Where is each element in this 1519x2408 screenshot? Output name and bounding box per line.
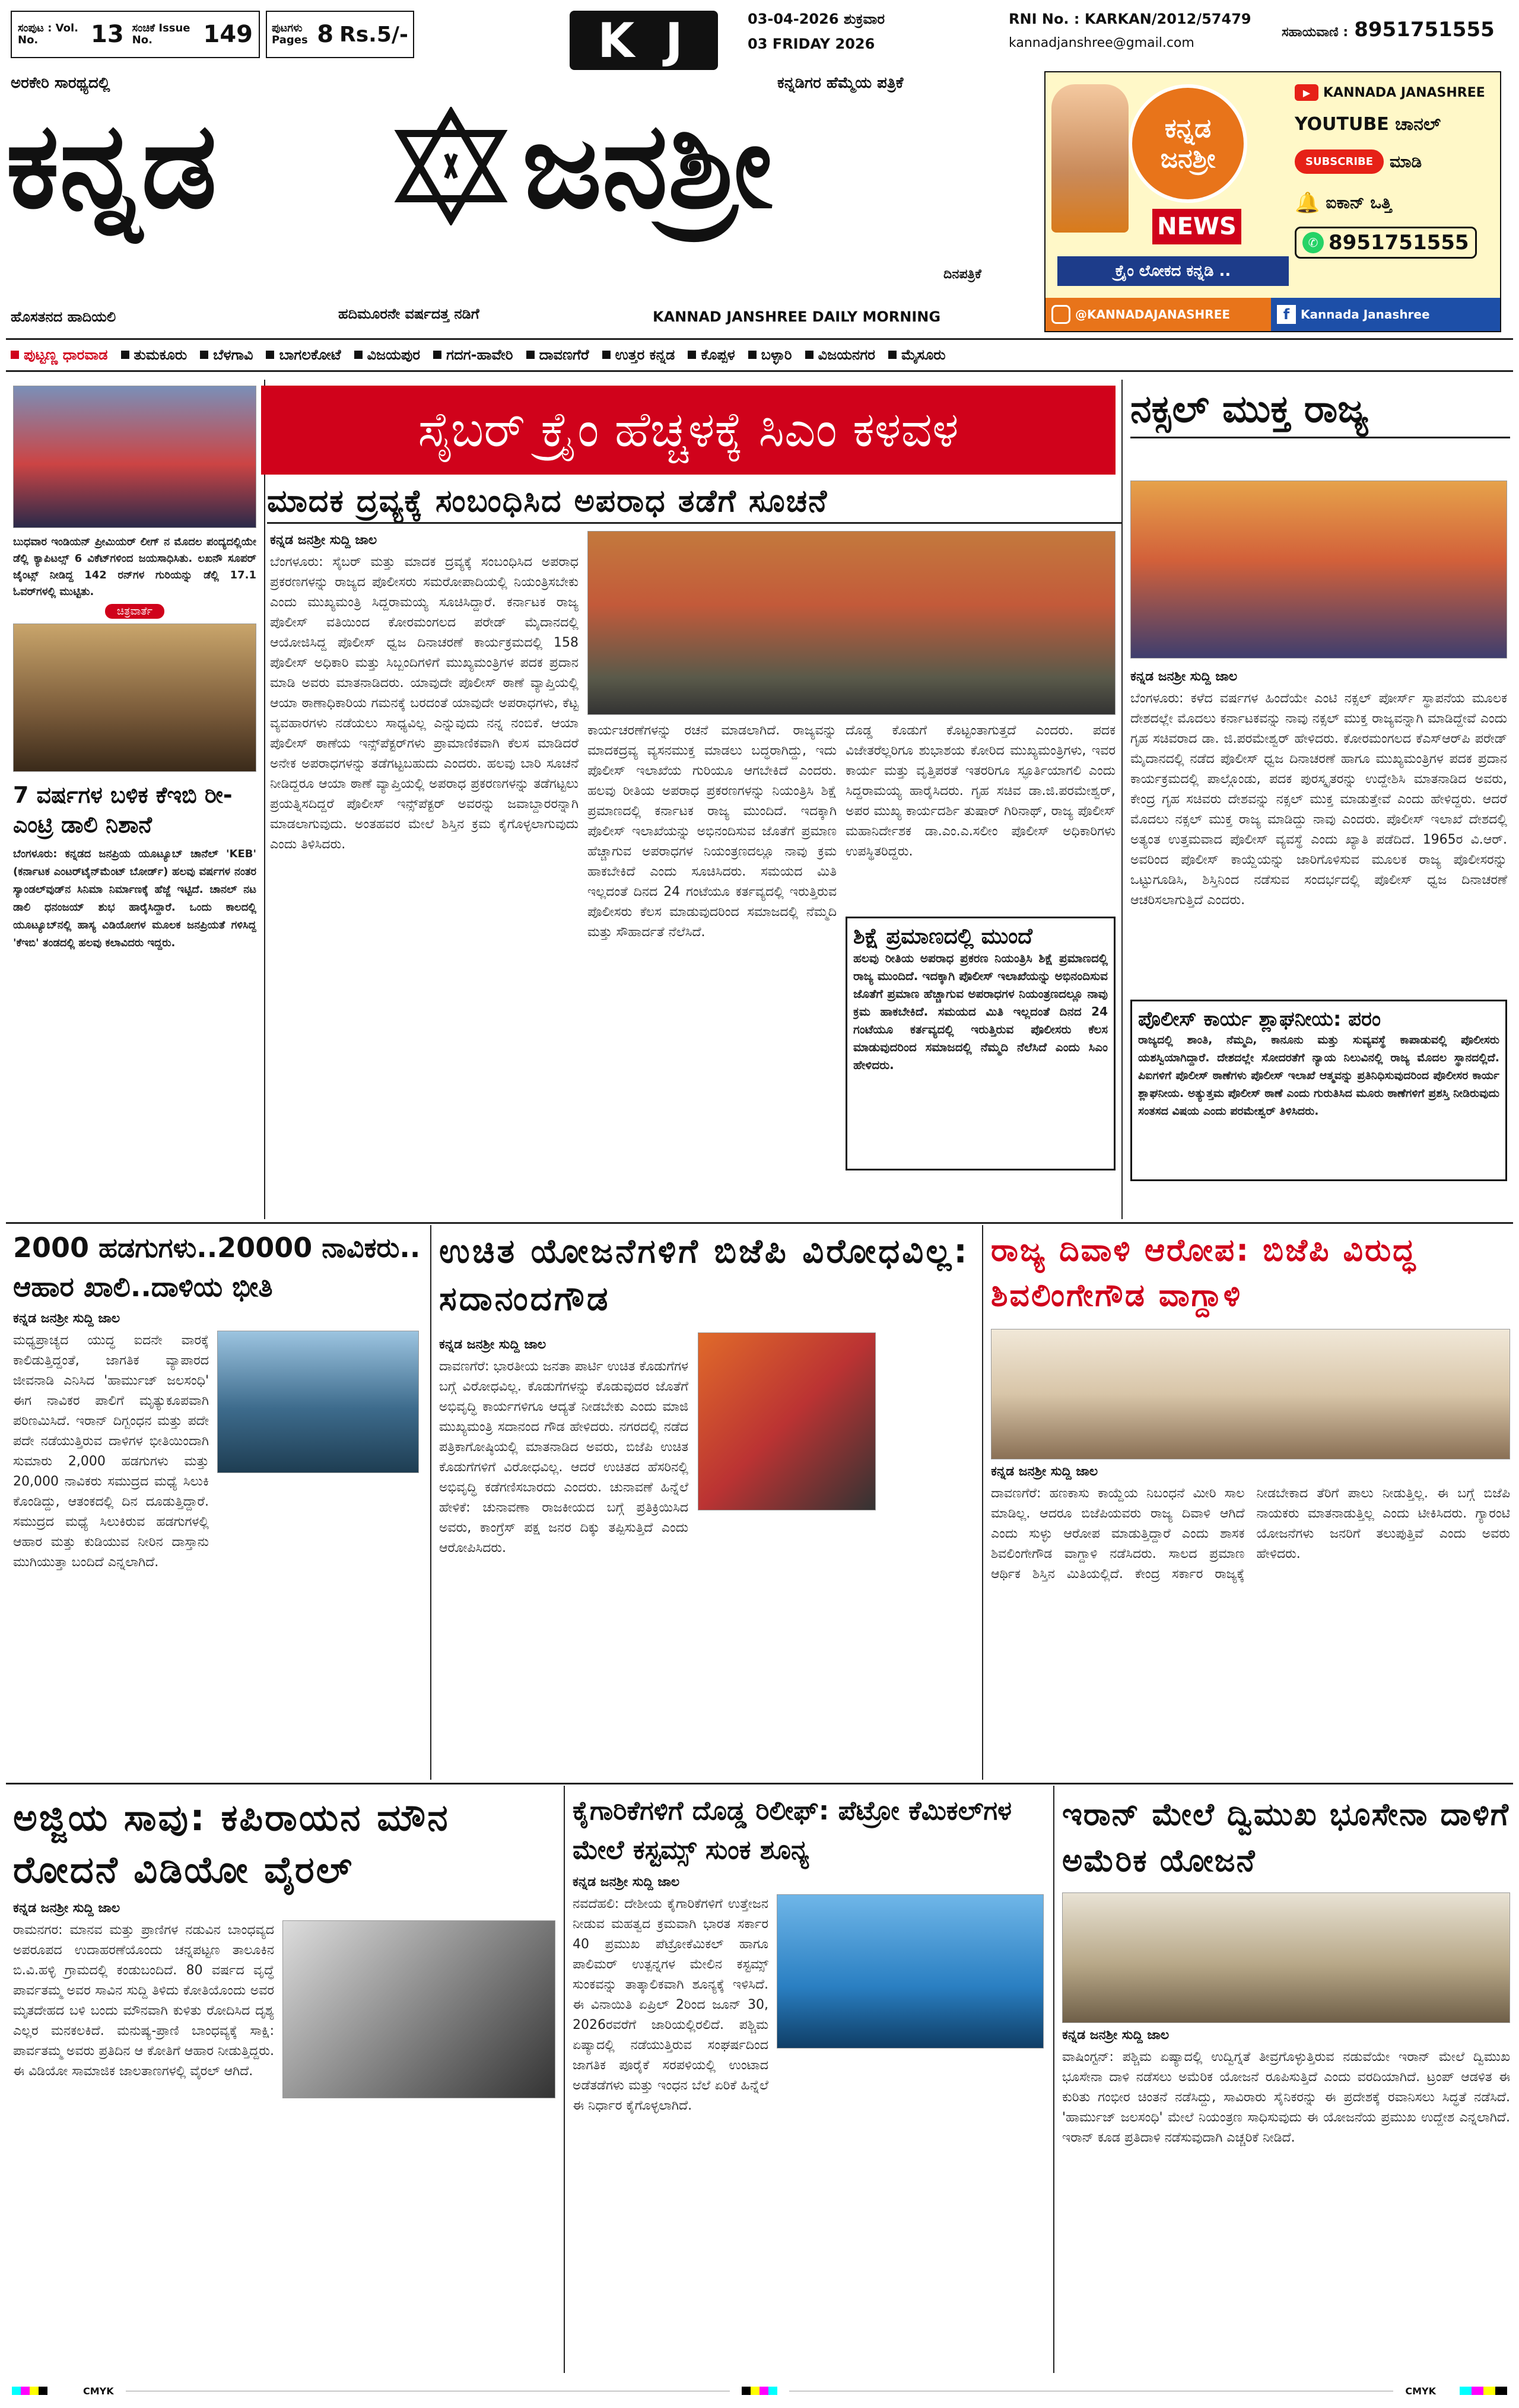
naxal-body: ಬೆಂಗಳೂರು: ಕಳೆದ ವರ್ಷಗಳ ಹಿಂದೆಯೇ ಎಂಟಿ ನಕ್ಸಲ್ ಪೋರ್ಸ್ ಸ್ಥಾಪನೆಯ ಮೂಲಕ ದೇಶದಲ್ಲೇ ಮೊದಲು ಕರ್ನಾಟಕವನ್ನು ನಾವು ನಕ್ಸಲ್ ಮುಕ್ತ ರಾಜ್ಯವನ್ನಾಗಿ ಮಾಡಿದ್ದೇವೆ ಎಂದು ಗೃಹ ಸಚಿವರಾದ ಡಾ. ಜಿ.ಪರಮೇಶ್ವರ್ ಹೇಳಿದರು. ಕೋರಮಂಗಲದ ಕೆಎಸ್‌ಆರ್‌ಪಿ ಪರೇಡ್ ಮೈದಾನದಲ್ಲಿ ನಡೆದ ಪೊಲೀಸ್ ಧ್ವಜ ದಿನಾಚರಣೆ ಹಾಗೂ ಮುಖ್ಯಮಂತ್ರಿಗಳ ಪದಕ ಪ್ರದಾನ ಕಾರ್ಯಕ್ರಮದಲ್ಲಿ ಪಾಲ್ಗೊಂಡು, ಪದಕ ಪುರಸ್ಕೃತರನ್ನು ಉದ್ದೇಶಿಸಿ ಮಾತನಾಡಿದ ಅವರು, ಕೇಂದ್ರ ಗೃಹ ಸಚಿವರು ದೇಶವನ್ನು ನಕ್ಸಲ್ ಮುಕ್ತ ಮಾಡುತ್ತೇವೆ ಎಂದು ಹೇಳಿದ್ದರು. ಆದರೆ ಮೊದಲು ನಕ್ಸಲ್ ಮುಕ್ತ ರಾಜ್ಯ ಮಾಡಿದ್ದು ನಾವು ಎಂದರು. ಪೊಲೀಸ್ ಇಲಾಖೆ ದೇಶದಲ್ಲಿ ಅತ್ಯಂತ ಉತ್ತಮವಾದ ಪೊಲೀಸ್ ವ್ಯವಸ್ಥೆ ಎಂದು ಖ್ಯಾತಿ ಪಡೆದಿದೆ. 1965ರ ವಿ.ಆರ್. ಅವರಿಂದ ಪೊಲೀಸ್ ಕಾಯ್ದೆಯನ್ನು ಜಾರಿಗೊಳಿಸುವ ಮೂಲಕ ರಾಜ್ಯ ಪೊಲೀಸರನ್ನು ಒಟ್ಟುಗೂಡಿಸಿ, ಶಿಸ್ತಿನಿಂದ ನಡೆಸುವ ಸಂದರ್ಭದಲ್ಲಿ ಪೊಲೀಸ್ ಧ್ವಜ ದಿನಾಚರಣೆ ಆಚರಿಸಲಾಗುತ್ತಿದೆ ಎಂದರು.	[1130, 691, 1507, 908]
conviction-box-text: ಹಲವು ರೀತಿಯ ಅಪರಾಧ ಪ್ರಕರಣ ನಿಯಂತ್ರಿಸಿ ಶಿಕ್ಷೆ ಪ್ರಮಾಣದಲ್ಲಿ ರಾಜ್ಯ ಮುಂದಿದೆ. ಇದಕ್ಕಾಗಿ ಪೊಲೀಸ್ ಇಲಾಖೆಯನ್ನು ಅಭಿನಂದಿಸುವ ಜೊತೆಗೆ ಪ್ರಮಾಣ ಹೆಚ್ಚಾಗುವ ಅಪರಾಧಗಳ ನಿಯಂತ್ರಣದಲ್ಲೂ ನಾವು ಕ್ರಮ ಹಾಕಬೇಕಿದೆ. ಸಮಯದ ಮಿತಿ ಇಲ್ಲದಂತೆ ದಿನದ 24 ಗಂಟೆಯೂ ಕರ್ತವ್ಯದಲ್ಲಿ ಇರುತ್ತಿರುವ ಪೊಲೀಸರು ಕೆಲಸ ಮಾಡುವುದರಿಂದ ಸಮಾಜದಲ್ಲಿ ನೆಮ್ಮದಿ ನೆಲೆಸಿದೆ ಎಂದು ಸಿಎಂ ಹೇಳಿದರು.	[853, 951, 1108, 1072]
nav-item-11[interactable]: ವಿಜಯನಗರ	[805, 346, 875, 363]
customs-body: ನವದೆಹಲಿ: ದೇಶೀಯ ಕೈಗಾರಿಕೆಗಳಿಗೆ ಉತ್ತೇಜನ ನೀಡುವ ಮಹತ್ವದ ಕ್ರಮವಾಗಿ ಭಾರತ ಸರ್ಕಾರ 40 ಪ್ರಮುಖ ಪೆಟ್ರೋಕೆಮಿಕಲ್ ಹಾಗೂ ಪಾಲಿಮರ್ ಉತ್ಪನ್ನಗಳ ಮೇಲಿನ ಕಸ್ಟಮ್ಸ್ ಸುಂಕವನ್ನು ತಾತ್ಕಾಲಿಕವಾಗಿ ಶೂನ್ಯಕ್ಕೆ ಇಳಿಸಿದೆ. ಈ ವಿನಾಯಿತಿ ಏಪ್ರಿಲ್ 2ರಿಂದ ಜೂನ್ 30, 2026ರವರೆಗೆ ಜಾರಿಯಲ್ಲಿರಲಿದೆ. ಪಶ್ಚಿಮ ಏಷ್ಯಾದಲ್ಲಿ ನಡೆಯುತ್ತಿರುವ ಸಂಘರ್ಷದಿಂದ ಜಾಗತಿಕ ಪೂರೈಕೆ ಸರಪಳಿಯಲ್ಲಿ ಉಂಟಾದ ಅಡೆತಡೆಗಳು ಮತ್ತು ಇಂಧನ ಬೆಲೆ ಏರಿಕೆ ಹಿನ್ನೆಲೆ ಈ ನಿರ್ಧಾರ ಕೈಗೊಳ್ಳಲಾಗಿದೆ.	[573, 1897, 768, 2113]
hormuz-photo	[217, 1331, 419, 1473]
lead-col-2	[587, 721, 837, 1184]
date-kannada: 03-04-2026 ಶುಕ್ರವಾರ	[748, 11, 885, 27]
facebook-icon: f	[1277, 305, 1296, 324]
ipl-photo	[13, 386, 256, 528]
naxal-headline: ನಕ್ಸಲ್ ಮುಕ್ತ ರಾಜ್ಯ	[1130, 386, 1510, 438]
district-nav	[11, 343, 1506, 367]
helpline	[1282, 18, 1495, 42]
rni-number: RNI No. : KARKAN/2012/57479	[1009, 11, 1251, 27]
diwali-body: ದಾವಣಗೆರೆ: ಹಣಕಾಸು ಕಾಯ್ದೆಯ ನಿಬಂಧನೆ ಮೀರಿ ಸಾಲ ಮಾಡಿಲ್ಲ. ಆದರೂ ಬಿಜೆಪಿಯವರು ರಾಜ್ಯ ದಿವಾಳಿ ಆಗಿದೆ ಎಂದು ಸುಳ್ಳು ಆರೋಪ ಮಾಡುತ್ತಿದ್ದಾರೆ ಎಂದು ಶಾಸಕ ಶಿವಲಿಂಗೇಗೌಡ ವಾಗ್ದಾಳಿ ನಡೆಸಿದರು. ಸಾಲದ ಪ್ರಮಾಣ ಆರ್ಥಿಕ ಶಿಸ್ತಿನ ಮಿತಿಯಲ್ಲಿದೆ. ಕೇಂದ್ರ ಸರ್ಕಾರ ರಾಜ್ಯಕ್ಕೆ ನೀಡಬೇಕಾದ ತೆರಿಗೆ ಪಾಲು ನೀಡುತ್ತಿಲ್ಲ. ಈ ಬಗ್ಗೆ ಬಿಜೆಪಿ ನಾಯಕರು ಮಾತನಾಡುತ್ತಿಲ್ಲ ಎಂದು ಟೀಕಿಸಿದರು. ಗ್ಯಾರಂಟಿ ಯೋಜನೆಗಳು ಜನರಿಗೆ ತಲುಪುತ್ತಿವೆ ಎಂದು ಅವರು ಹೇಳಿದರು.	[991, 1486, 1510, 1582]
vol-number: 13	[90, 21, 124, 48]
email: kannadjanshree@gmail.com	[1009, 36, 1194, 50]
facebook-handle-box[interactable]	[1271, 298, 1500, 331]
kj-logo: K J	[570, 11, 718, 70]
soldiers-photo	[1062, 1892, 1510, 2023]
channel-line1: ಕನ್ನಡ	[1164, 113, 1212, 144]
nav-item-3[interactable]: ಬೆಳಗಾವಿ	[200, 346, 253, 363]
subscribe-do: ಮಾಡಿ	[1390, 151, 1422, 171]
conviction-box	[846, 917, 1116, 1170]
star-emblem	[392, 107, 510, 225]
customs-story	[573, 1792, 1047, 2345]
instagram-handle-box[interactable]	[1045, 298, 1271, 331]
daily-label: ದಿನಪತ್ರಿಕೆ	[943, 267, 981, 282]
hormuz-body: ಮಧ್ಯಪ್ರಾಚ್ಯದ ಯುದ್ಧ ಐದನೇ ವಾರಕ್ಕೆ ಕಾಲಿಡುತ್ತಿದ್ದಂತೆ, ಜಾಗತಿಕ ವ್ಯಾಪಾರದ ಜೀವನಾಡಿ ಎನಿಸಿದ 'ಹಾರ್ಮುಜ್ ಜಲಸಂಧಿ' ಈಗ ನಾವಿಕರ ಪಾಲಿಗೆ ಮೃತ್ಯುಕೂಪವಾಗಿ ಪರಿಣಮಿಸಿದೆ. ಇರಾನ್ ದಿಗ್ಬಂಧನ ಮತ್ತು ಪದೇ ಪದೇ ನಡೆಯುತ್ತಿರುವ ದಾಳಿಗಳ ಭೀತಿಯಿಂದಾಗಿ ಸುಮಾರು 2,000 ಹಡಗುಗಳು ಮತ್ತು 20,000 ನಾವಿಕರು ಸಮುದ್ರದ ಮಧ್ಯೆ ಸಿಲುಕಿ ಕೊಂಡಿದ್ದು, ಆತಂಕದಲ್ಲಿ ದಿನ ದೂಡುತ್ತಿದ್ದಾರೆ. ಸಮುದ್ರದ ಮಧ್ಯೆ ಸಿಲುಕಿರುವ ಹಡಗುಗಳಲ್ಲಿ ಆಹಾರ ಮತ್ತು ಕುಡಿಯುವ ನೀರಿನ ದಾಸ್ತಾನು ಮುಗಿಯುತ್ತಾ ಬಂದಿದೆ ಎನ್ನಲಾಗಿದೆ.	[13, 1333, 209, 1570]
police-praise-box	[1130, 1000, 1507, 1181]
iran-body: ವಾಷಿಂಗ್ಟನ್: ಪಶ್ಚಿಮ ಏಷ್ಯಾದಲ್ಲಿ ಉದ್ವಿಗ್ನತೆ ತೀವ್ರಗೊಳ್ಳುತ್ತಿರುವ ನಡುವೆಯೇ ಇರಾನ್ ಮೇಲೆ ದ್ವಿಮುಖ ಭೂಸೇನಾ ದಾಳಿ ನಡೆಸಲು ಅಮೆರಿಕ ಯೋಜನೆ ರೂಪಿಸುತ್ತಿದೆ ಎಂದು ವರದಿಯಾಗಿದೆ. ಟ್ರಂಪ್ ಆಡಳಿತ ಈ ಕುರಿತು ಗಂಭೀರ ಚಿಂತನೆ ನಡೆಸಿದ್ದು, ಸಾವಿರಾರು ಸೈನಿಕರನ್ನು ಈ ಪ್ರದೇಶಕ್ಕೆ ರವಾನಿಸಲು ಸಿದ್ಧತೆ ನಡೆಸಿದೆ. 'ಹಾರ್ಮುಜ್ ಜಲಸಂಧಿ' ಮೇಲೆ ನಿಯಂತ್ರಣ ಸಾಧಿಸುವುದು ಈ ಯೋಜನೆಯ ಪ್ರಮುಖ ಉದ್ದೇಶ ಎನ್ನಲಾಗಿದೆ. ಇರಾನ್ ಕೂಡ ಪ್ರತಿದಾಳಿ ನಡೆಸುವುದಾಗಿ ಎಚ್ಚರಿಕೆ ನೀಡಿದೆ.	[1062, 2050, 1510, 2145]
keb-photo	[13, 624, 256, 772]
instagram-handle: @KANNADAJANASHREE	[1075, 307, 1231, 322]
diwali-byline: ಕನ್ನಡ ಜನಶ್ರೀ ಸುದ್ದಿ ಜಾಲ	[991, 1464, 1098, 1479]
title-janashree: ಜನಶ್ರೀ	[522, 97, 773, 235]
news-badge: NEWS	[1152, 209, 1241, 244]
diwali-photo	[991, 1329, 1510, 1459]
bell-text: ಐಕಾನ್ ಒತ್ತಿ	[1326, 193, 1392, 212]
grandma-headline: ಅಜ್ಜಿಯ ಸಾವು: ಕಪಿರಾಯನ ಮೌನ ರೋದನೆ ವಿಡಿಯೋ ವೈರಲ್	[13, 1796, 450, 1891]
nav-item-2[interactable]: ತುಮಕೂರು	[121, 346, 188, 363]
nav-item-7[interactable]: ದಾವಣಗೆರೆ	[526, 346, 589, 363]
keb-heading: 7 ವರ್ಷಗಳ ಬಳಿಕ ಕೆಇಬಿ ರೀ-ಎಂಟ್ರಿ ಡಾಲಿ ನಿಶಾನೆ	[13, 782, 233, 838]
print-registration-strip	[0, 2379, 1519, 2403]
yt-title-row	[1295, 84, 1485, 101]
rni-block	[1009, 11, 1270, 50]
anchor-photo	[1051, 84, 1129, 233]
nav-item-4[interactable]: ಬಾಗಲಕೋಟೆ	[266, 346, 341, 363]
instagram-icon	[1051, 305, 1070, 324]
sadananda-photo	[698, 1332, 876, 1510]
helpline-label: ಸಹಾಯವಾಣಿ :	[1282, 25, 1349, 40]
lead-byline: ಕನ್ನಡ ಜನಶ್ರೀ ಸುದ್ದಿ ಜಾಲ	[270, 533, 377, 548]
price: Rs.5/-	[339, 22, 408, 47]
date-block	[748, 11, 997, 52]
youtube-promo	[1044, 71, 1501, 332]
color-bar-mid	[742, 2387, 777, 2395]
yt-channel-line: YOUTUBE ಚಾನಲ್	[1295, 114, 1441, 135]
youtube-icon: ▶	[1295, 84, 1318, 101]
whatsapp-number: 8951751555	[1329, 231, 1469, 255]
pages-number: 8	[317, 21, 334, 48]
photo-news-badge: ಚಿತ್ರವಾರ್ತೆ	[105, 604, 164, 619]
bjp-byline: ಕನ್ನಡ ಜನಶ್ರೀ ಸುದ್ದಿ ಜಾಲ	[439, 1337, 546, 1352]
whatsapp-row	[1295, 227, 1477, 259]
issue-label: ಸಂಚಿಕೆ Issue No.	[132, 22, 190, 46]
grandma-story	[13, 1792, 559, 2389]
customs-headline: ಕೈಗಾರಿಕೆಗಳಿಗೆ ದೊಡ್ಡ ರಿಲೀಫ್: ಪೆಟ್ರೋ ಕೆಮಿಕಲ್‌ಗಳ ಮೇಲೆ ಕಸ್ಟಮ್ಸ್ ಸುಂಕ ಶೂನ್ಯ	[573, 1796, 1012, 1865]
nav-item-9[interactable]: ಕೊಪ್ಪಳ	[688, 346, 735, 363]
lead-col-3	[846, 721, 1116, 1170]
title-kannada: ಕನ್ನಡ	[6, 97, 217, 235]
grandma-body: ರಾಮನಗರ: ಮಾನವ ಮತ್ತು ಪ್ರಾಣಿಗಳ ನಡುವಿನ ಬಾಂಧವ್ಯದ ಅಪರೂಪದ ಉದಾಹರಣೆಯೊಂದು ಚನ್ನಪಟ್ಟಣ ತಾಲೂಕಿನ ಬಿ.ವಿ.ಹಳ್ಳಿ ಗ್ರಾಮದಲ್ಲಿ ಕಂಡುಬಂದಿದೆ. 80 ವರ್ಷದ ವೃದ್ಧೆ ಪಾರ್ವತಮ್ಮ ಅವರ ಸಾವಿನ ಸುದ್ದಿ ತಿಳಿದು ಕೋತಿಯೊಂದು ಅವರ ಮೃತದೇಹದ ಬಳಿ ಬಂದು ಮೌನವಾಗಿ ಕುಳಿತು ರೋದಿಸಿದ ದೃಶ್ಯ ಎಲ್ಲರ ಮನಕಲಕಿದೆ. ಮನುಷ್ಯ-ಪ್ರಾಣಿ ಬಾಂಧವ್ಯಕ್ಕೆ ಸಾಕ್ಷಿ: ಪಾರ್ವತಮ್ಮ ಅವರು ಪ್ರತಿದಿನ ಆ ಕೋತಿಗೆ ಆಹಾರ ನೀಡುತ್ತಿದ್ದರು. ಈ ವಿಡಿಯೋ ಸಾಮಾಜಿಕ ಜಾಲತಾಣಗಳಲ್ಲಿ ವೈರಲ್ ಆಗಿದೆ.	[13, 1923, 274, 2079]
grandma-photo	[282, 1920, 555, 2098]
bell-icon[interactable]: 🔔	[1295, 191, 1320, 215]
police-praise-title: ಪೊಲೀಸ್ ಕಾರ್ಯ ಶ್ಲಾಘನೀಯ: ಪರಂ	[1138, 1007, 1381, 1031]
naxal-story	[1130, 664, 1507, 1181]
issue-number: 149	[203, 21, 253, 48]
lead-col-3-text: ದೊಡ್ಡ ಕೊಡುಗೆ ಕೊಟ್ಟಂತಾಗುತ್ತದೆ ಎಂದರು. ಪದಕ ವಿಜೇತರೆಲ್ಲರಿಗೂ ಶುಭಾಶಯ ಕೋರಿದ ಮುಖ್ಯಮಂತ್ರಿಗಳು, ಇವರ ಕಾರ್ಯ ಮತ್ತು ವೃತ್ತಿಪರತೆ ಇತರರಿಗೂ ಸ್ಫೂರ್ತಿಯಾಗಲಿ ಎಂದು ಸಿದ್ದರಾಮಯ್ಯ ಹಾರೈಸಿದರು. ಗೃಹ ಸಚಿವ ಡಾ.ಜಿ.ಪರಮೇಶ್ವರ್, ಅಪರ ಮುಖ್ಯ ಕಾರ್ಯದರ್ಶಿ ತುಷಾರ್ ಗಿರಿನಾಥ್, ರಾಜ್ಯ ಪೊಲೀಸ್ ಮಹಾನಿರ್ದೇಶಕ ಡಾ.ಎಂ.ಎ.ಸಲೀಂ ಪೊಲೀಸ್ ಅಧಿಕಾರಿಗಳು ಉಪಸ್ಥಿತರಿದ್ದರು.	[846, 723, 1116, 859]
lead-subhead: ಮಾದಕ ದ್ರವ್ಯಕ್ಕೆ ಸಂಬಂಧಿಸಿದ ಅಪರಾಧ ತಡೆಗೆ ಸೂಚನೆ	[267, 483, 828, 519]
keb-body: ಬೆಂಗಳೂರು: ಕನ್ನಡದ ಜನಪ್ರಿಯ ಯೂಟ್ಯೂಬ್ ಚಾನೆಲ್ 'KEB' (ಕರ್ನಾಟಕ ಎಂಟರ್‌ಟೈನ್‌ಮೆಂಟ್ ಬೋರ್ಡ್) ಹಲವು ವರ್ಷಗಳ ನಂತರ ಸ್ಯಾಂಡಲ್‌ವುಡ್‌ನ ಸಿನಿಮಾ ನಿರ್ಮಾಣಕ್ಕೆ ಹೆಜ್ಜೆ ಇಟ್ಟಿದೆ. ಚಾನಲ್ ನಟ ಡಾಲಿ ಧನಂಜಯ್ ಶುಭ ಹಾರೈಸಿದ್ದಾರೆ. ಒಂದು ಕಾಲದಲ್ಲಿ ಯೂಟ್ಯೂಬ್‌ನಲ್ಲಿ ಹಾಸ್ಯ ವಿಡಿಯೋಗಳ ಮೂಲಕ ಜನಪ್ರಿಯತೆ ಗಳಿಸಿದ್ದ 'ಕೆಇಬಿ' ತಂಡದಲ್ಲಿ ಹಲವು ಕಲಾವಿದರು ಇದ್ದರು.	[13, 848, 256, 949]
star-of-david-icon	[392, 107, 510, 225]
channel-logo	[1129, 84, 1247, 203]
nav-item-10[interactable]: ಬಳ್ಳಾರಿ	[748, 346, 792, 363]
customs-byline: ಕನ್ನಡ ಜನಶ್ರೀ ಸುದ್ದಿ ಜಾಲ	[573, 1875, 680, 1889]
whatsapp-icon: ✆	[1302, 232, 1324, 253]
pages-label: ಪುಟಗಳು Pages	[272, 22, 308, 46]
nav-item-1[interactable]: ಪುಟ್ಟಣ್ಣ ಧಾರವಾಡ	[11, 346, 108, 363]
bjp-body: ದಾವಣಗೆರೆ: ಭಾರತೀಯ ಜನತಾ ಪಾರ್ಟಿ ಉಚಿತ ಕೊಡುಗೆಗಳ ಬಗ್ಗೆ ವಿರೋಧವಿಲ್ಲ. ಕೊಡುಗೆಗಳನ್ನು ಕೊಡುವುದರ ಜೊತೆಗೆ ಅಭಿವೃದ್ಧಿ ಕಾರ್ಯಗಳಿಗೂ ಆದ್ಯತೆ ನೀಡಬೇಕು ಎಂದು ಮಾಜಿ ಮುಖ್ಯಮಂತ್ರಿ ಸದಾನಂದ ಗೌಡ ಹೇಳಿದರು. ನಗರದಲ್ಲಿ ನಡೆದ ಪತ್ರಿಕಾಗೋಷ್ಠಿಯಲ್ಲಿ ಮಾತನಾಡಿದ ಅವರು, ಬಿಜೆಪಿ ಉಚಿತ ಕೊಡುಗೆಗಳಿಗೆ ವಿರೋಧವಿಲ್ಲ. ಆದರೆ ಉಚಿತದ ಹೆಸರಿನಲ್ಲಿ ಅಭಿವೃದ್ಧಿ ಕಡೆಗಣಿಸಬಾರದು ಎಂದರು. ಚುನಾವಣೆ ಹಿನ್ನೆಲೆ ಹೇಳಿಕೆ: ಚುನಾವಣಾ ರಾಜಕೀಯದ ಬಗ್ಗೆ ಪ್ರತಿಕ್ರಿಯಿಸಿದ ಅವರು, ಕಾಂಗ್ರೆಸ್ ಪಕ್ಷ ಜನರ ದಿಕ್ಕು ತಪ್ಪಿಸುತ್ತಿದೆ ಎಂದು ಆರೋಪಿಸಿದರು.	[439, 1359, 688, 1556]
subscribe-button[interactable]: SUBSCRIBE	[1295, 149, 1384, 174]
color-bar-right	[1460, 2387, 1507, 2395]
color-bar-left	[12, 2387, 47, 2395]
bell-row	[1295, 191, 1391, 215]
tagline-left: ಅರಕೇರಿ ಸಾರಥ್ಯದಲ್ಲಿ	[11, 74, 110, 92]
subtitle-left: ಹೊಸತನದ ಹಾದಿಯಲಿ	[11, 308, 116, 325]
nav-item-12[interactable]: ಮೈಸೂರು	[888, 346, 946, 363]
lead-col-1	[270, 528, 579, 1205]
subtitle-english: KANNAD JANSHREE DAILY MORNING	[653, 308, 941, 325]
cargo-ship-photo	[777, 1894, 1044, 2048]
issue-info-box	[11, 11, 260, 58]
channel-line2: ಜನಶ್ರೀ	[1160, 144, 1216, 174]
nav-item-8[interactable]: ಉತ್ತರ ಕನ್ನಡ	[602, 346, 675, 363]
iran-story	[1062, 1792, 1510, 2380]
police-praise-text: ರಾಜ್ಯದಲ್ಲಿ ಶಾಂತಿ, ನೆಮ್ಮದಿ, ಕಾನೂನು ಮತ್ತು ಸುವ್ಯವಸ್ಥೆ ಕಾಪಾಡುವಲ್ಲಿ ಪೊಲೀಸರು ಯಶಸ್ವಿಯಾಗಿದ್ದಾರೆ. ದೇಶದಲ್ಲೇ ಸೋದರತೆಗೆ ನ್ಯಾಯ ನಿಲುವಿನಲ್ಲಿ ರಾಜ್ಯ ಮೊದಲ ಸ್ಥಾನದಲ್ಲಿದೆ. ಪಿಐಗಳಿಗೆ ಪೊಲೀಸ್ ಠಾಣೆಗಳು ಪೊಲೀಸ್ ಇಲಾಖೆ ಆತ್ಮವನ್ನು ಪ್ರತಿನಿಧಿಸುವುದರಿಂದ ಪೊಲೀಸರ ಕಾರ್ಯ ಶ್ಲಾಘನೀಯ. ಅತ್ಯುತ್ತಮ ಪೊಲೀಸ್ ಠಾಣೆ ಎಂದು ಗುರುತಿಸಿದ ಮೂರು ಠಾಣೆಗಳಿಗೆ ಪ್ರಶಸ್ತಿ ನೀಡಿರುವುದು ಸಂತಸದ ವಿಷಯ ಎಂದು ಪರಮೇಶ್ವರ್ ತಿಳಿಸಿದರು.	[1138, 1033, 1499, 1118]
pages-price-box	[266, 11, 414, 58]
bjp-headline: ಉಚಿತ ಯೋಜನೆಗಳಿಗೆ ಬಿಜೆಪಿ ವಿರೋಧವಿಲ್ಲ: ಸದಾನಂದಗೌಡ	[439, 1232, 970, 1318]
yt-title: KANNADA JANASHREE	[1323, 85, 1485, 100]
naxal-photo	[1130, 481, 1507, 659]
ipl-text: ಬುಧವಾರ ಇಂಡಿಯನ್ ಪ್ರೀಮಿಯರ್ ಲೀಗ್ ನ ಮೊದಲ ಪಂದ್ಯದಲ್ಲಿಯೇ ಡೆಲ್ಲಿ ಕ್ಯಾಪಿಟಲ್ಸ್ 6 ವಿಕೆಟ್‌ಗಳಿಂದ ಜಯಸಾಧಿಸಿತು. ಲಖನೌ ಸೂಪರ್ ಜೈಂಟ್ಸ್ ನೀಡಿದ್ದ 142 ರನ್‌ಗಳ ಗುರಿಯನ್ನು ಡೆಲ್ಲಿ 17.1 ಓವರ್‌ಗಳಲ್ಲಿ ಮುಟ್ಟಿತು.	[13, 536, 256, 598]
lead-col-2-text: ಕಾರ್ಯಚರಣೆಗಳನ್ನು ರಚನೆ ಮಾಡಲಾಗಿದೆ. ರಾಜ್ಯವನ್ನು ಮಾದಕದ್ರವ್ಯ ವ್ಯಸನಮುಕ್ತ ಮಾಡಲು ಬದ್ಧರಾಗಿದ್ದು, ಇದು ಪೊಲೀಸ್ ಇಲಾಖೆಯ ಗುರಿಯೂ ಆಗಬೇಕಿದೆ ಎಂದರು. ಹಲವು ರೀತಿಯ ಅಪರಾಧ ಪ್ರಕರಣಗಳನ್ನು ನಿಯಂತ್ರಿಸಿ ಶಿಕ್ಷೆ ಪ್ರಮಾಣದಲ್ಲಿ ಕರ್ನಾಟಕ ರಾಜ್ಯ ಮುಂದಿದೆ. ಇದಕ್ಕಾಗಿ ಪೊಲೀಸ್ ಇಲಾಖೆಯನ್ನು ಅಭಿನಂದಿಸುವ ಜೊತೆಗೆ ಪ್ರಮಾಣ ಹೆಚ್ಚಾಗುವ ಅಪರಾಧಗಳ ನಿಯಂತ್ರಣದಲ್ಲೂ ನಾವು ಕ್ರಮ ಹಾಕಬೇಕಿದೆ ಎಂದು ಸೂಚಿಸಿದರು. ಸಮಯದ ಮಿತಿ ಇಲ್ಲದಂತೆ ದಿನದ 24 ಗಂಟೆಯೂ ಕರ್ತವ್ಯದಲ್ಲಿ ಇರುತ್ತಿರುವ ಪೊಲೀಸರು ಕೆಲಸ ಮಾಡುವುದರಿಂದ ಸಮಾಜದಲ್ಲಿ ನೆಮ್ಮದಿ ಮತ್ತು ಸೌಹಾರ್ದತೆ ನೆಲೆಸಿದೆ.	[587, 723, 837, 940]
vol-label: ಸಂಪುಟ : Vol. No.	[18, 22, 78, 46]
facebook-handle: Kannada Janashree	[1301, 307, 1430, 322]
helpline-number: 8951751555	[1354, 18, 1495, 42]
date-english: 03 FRIDAY 2026	[748, 36, 875, 52]
diwali-headline: ರಾಜ್ಯ ದಿವಾಳಿ ಆರೋಪ: ಬಿಜೆಪಿ ವಿರುದ್ಧ ಶಿವಲಿಂಗೇಗೌಡ ವಾಗ್ದಾಳಿ	[991, 1233, 1417, 1313]
cmyk-label-right: CMYK	[1405, 2385, 1436, 2397]
lead-headline: ಸೈಬರ್ ಕ್ರೈಂ ಹೆಚ್ಚಳಕ್ಕೆ ಸಿಎಂ ಕಳವಳ	[261, 386, 1116, 475]
hormuz-story	[13, 1228, 422, 1782]
nav-item-6[interactable]: ಗದಗ-ಹಾವೇರಿ	[433, 346, 513, 363]
lead-col-1-text: ಬೆಂಗಳೂರು: ಸೈಬರ್ ಮತ್ತು ಮಾದಕ ದ್ರವ್ಯಕ್ಕೆ ಸಂಬಂಧಿಸಿದ ಅಪರಾಧ ಪ್ರಕರಣಗಳನ್ನು ರಾಜ್ಯದ ಪೊಲೀಸರು ಸಮರೋಪಾದಿಯಲ್ಲಿ ನಿಯಂತ್ರಿಸಬೇಕು ಎಂದು ಮುಖ್ಯಮಂತ್ರಿ ಸಿದ್ದರಾಮಯ್ಯ ಸೂಚಿಸಿದ್ದಾರೆ. ಕರ್ನಾಟಕ ರಾಜ್ಯ ಪೊಲೀಸ್ ವತಿಯಿಂದ ಕೋರಮಂಗಲದ ಪರೇಡ್ ಮೈದಾನದಲ್ಲಿ ಆಯೋಜಿಸಿದ್ದ ಪೊಲೀಸ್ ಧ್ವಜ ದಿನಾಚರಣೆ ಕಾರ್ಯಕ್ರಮದಲ್ಲಿ 158 ಪೊಲೀಸ್ ಅಧಿಕಾರಿ ಮತ್ತು ಸಿಬ್ಬಂದಿಗಳಿಗೆ ಮುಖ್ಯಮಂತ್ರಿಗಳ ಪದಕ ಪ್ರದಾನ ಮಾಡಿ ಅವರು ಮಾತನಾಡಿದರು. ಯಾವುದೇ ಪೊಲೀಸ್ ಠಾಣೆ ವ್ಯಾಪ್ತಿಯಲ್ಲಿ ಆಯಾ ಠಾಣಾಧಿಕಾರಿಯ ಗಮನಕ್ಕೆ ಬರದಂತೆ ಯಾವುದೇ ಅಪರಾಧಗಳು, ಕೆಟ್ಟ ವ್ಯವಹಾರಗಳು ನಡೆಯಲು ಸಾಧ್ಯವಿಲ್ಲ ಎನ್ನುವುದು ನನ್ನ ನಂಬಿಕೆ. ಆಯಾ ಪೊಲೀಸ್ ಠಾಣೆಯ ಇನ್ಸ್‌ಪೆಕ್ಟರ್‌ಗಳು ಪ್ರಾಮಾಣಿಕವಾಗಿ ಕೆಲಸ ಮಾಡಿದರೆ ಅನೇಕ ಅಪರಾಧಗಳನ್ನು ತಡೆಗಟ್ಟಬಹುದು ಎಂದರು. ಹಲವು ಬಾರಿ ಸೂಚನೆ ನೀಡಿದ್ದರೂ ಆಯಾ ಠಾಣೆ ವ್ಯಾಪ್ತಿಯಲ್ಲಿ ಅಪರಾಧ ಪ್ರಕರಣಗಳನ್ನು ತಡೆಗಟ್ಟಲು ಪ್ರಯತ್ನಿಸದಿದ್ದರೆ ಪೊಲೀಸ್ ಇನ್ಸ್‌ಪೆಕ್ಟರ್ ಅವರನ್ನು ಜವಾಬ್ದಾರರನ್ನಾಗಿ ಮಾಡಲಾಗುವುದು. ಅಂತಹವರ ಮೇಲೆ ಶಿಸ್ತಿನ ಕ್ರಮ ಕೈಗೊಳ್ಳಲಾಗುವುದು ಎಂದು ತಿಳಿಸಿದರು.	[270, 555, 579, 852]
conviction-box-title: ಶಿಕ್ಷೆ ಪ್ರಮಾಣದಲ್ಲಿ ಮುಂದೆ	[853, 924, 1032, 949]
social-strip	[1045, 298, 1500, 331]
subscribe-row	[1295, 149, 1422, 174]
left-column	[13, 386, 256, 1255]
crime-tagline: ಕ್ರೈಂ ಲೋಕದ ಕನ್ನಡಿ ..	[1057, 256, 1289, 286]
iran-byline: ಕನ್ನಡ ಜನಶ್ರೀ ಸುದ್ದಿ ಜಾಲ	[1062, 2028, 1170, 2043]
iran-headline: ಇರಾನ್ ಮೇಲೆ ದ್ವಿಮುಖ ಭೂಸೇನಾ ದಾಳಿಗೆ ಅಮೆರಿಕ ಯೋಜನೆ	[1062, 1797, 1510, 1879]
hormuz-byline: ಕನ್ನಡ ಜನಶ್ರೀ ಸುದ್ದಿ ಜಾಲ	[13, 1311, 120, 1326]
bjp-story	[439, 1228, 973, 1742]
cmyk-label-left: CMYK	[83, 2385, 114, 2397]
tagline-mid: ಕನ್ನಡಿಗರ ಹೆಮ್ಮೆಯ ಪತ್ರಿಕೆ	[777, 74, 904, 92]
nav-item-5[interactable]: ವಿಜಯಪುರ	[354, 346, 421, 363]
lead-photo	[587, 531, 1116, 715]
hormuz-headline: 2000 ಹಡಗುಗಳು..20000 ನಾವಿಕರು.. ಆಹಾರ ಖಾಲಿ..ದಾಳಿಯ ಭೀತಿ	[13, 1232, 421, 1303]
naxal-byline: ಕನ್ನಡ ಜನಶ್ರೀ ಸುದ್ದಿ ಜಾಲ	[1130, 669, 1238, 684]
grandma-byline: ಕನ್ನಡ ಜನಶ್ರೀ ಸುದ್ದಿ ಜಾಲ	[13, 1901, 120, 1916]
subtitle-mid: ಹದಿಮೂರನೇ ವರ್ಷದತ್ತ ನಡಿಗೆ	[338, 306, 479, 322]
diwali-story	[991, 1228, 1510, 1768]
